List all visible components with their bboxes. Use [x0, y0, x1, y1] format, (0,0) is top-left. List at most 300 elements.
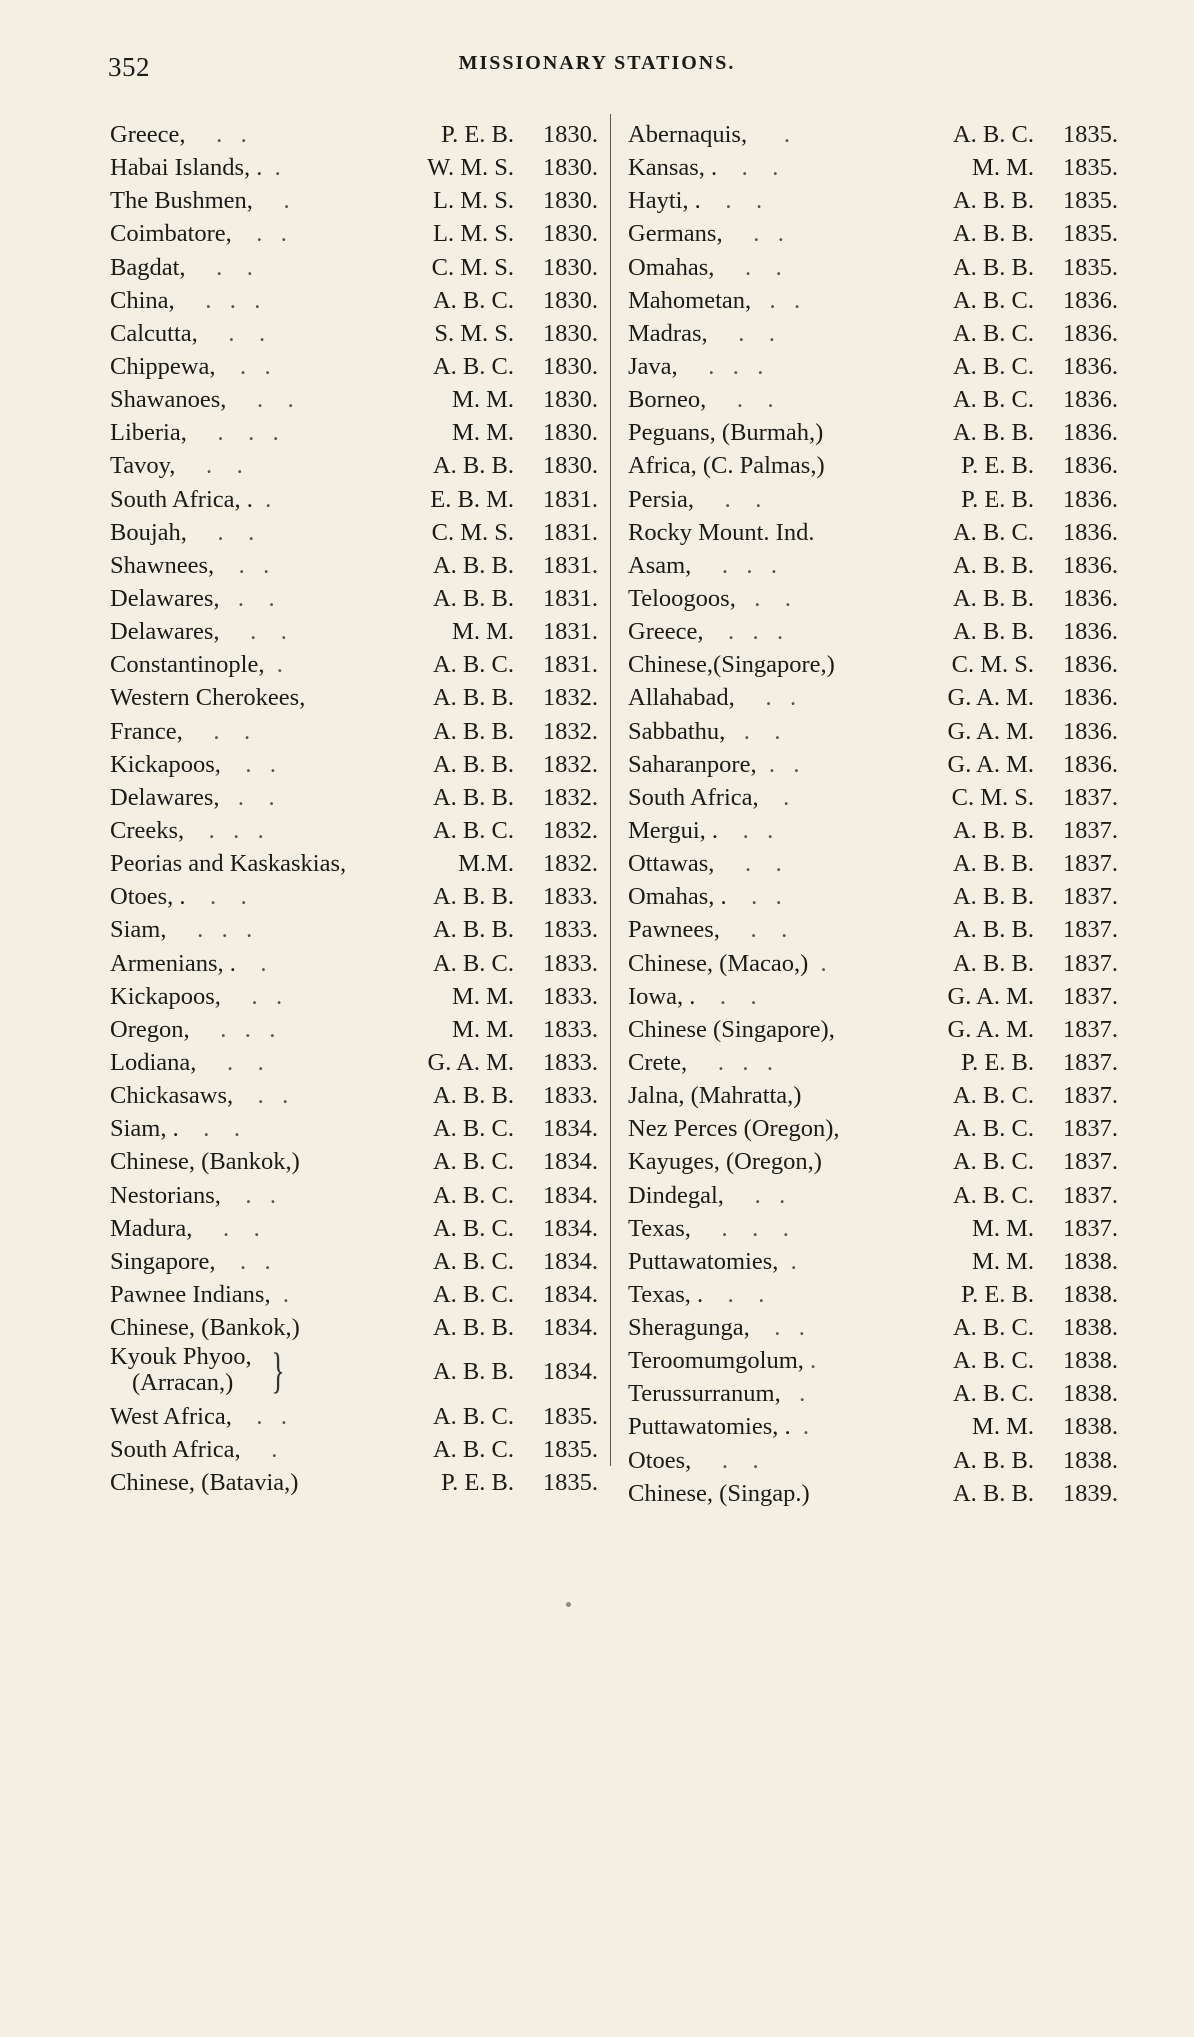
station-entry: [628, 1477, 1118, 1510]
station-entry: [628, 748, 1118, 781]
column-divider: [610, 114, 611, 1466]
society-abbrev: A. B. B.: [952, 816, 1034, 844]
year: 1837.: [1062, 883, 1118, 911]
station-entry: [628, 1311, 1118, 1344]
society-abbrev: M. M.: [452, 982, 514, 1010]
station-name: Singapore,: [110, 1247, 216, 1275]
year: 1835.: [1062, 154, 1118, 182]
station-name-cell: [628, 284, 953, 317]
station-entry: [628, 1112, 1118, 1145]
station-name-cell: [110, 350, 433, 383]
society-abbrev: G. A. M.: [947, 982, 1034, 1010]
society-abbrev: A. B. C.: [952, 386, 1034, 414]
society-abbrev: A. B. C.: [952, 286, 1034, 314]
year: 1832.: [542, 783, 598, 811]
station-name: Jalna, (Mahratta,): [628, 1082, 802, 1110]
station-name-cell: [628, 781, 952, 814]
year: 1836.: [1062, 286, 1118, 314]
station-name: Abernaquis,: [628, 121, 748, 148]
year: 1830.: [542, 319, 598, 347]
leader-dots: . .: [220, 1181, 277, 1209]
station-name-cell: [628, 1477, 953, 1510]
year: 1836.: [1062, 319, 1118, 347]
leader-dots: . .: [214, 551, 270, 579]
year: 1835.: [1062, 121, 1118, 148]
leader-dots: . .: [219, 584, 275, 612]
leader-dots: . .: [220, 750, 277, 778]
station-name-cell: [628, 184, 953, 217]
leader-dots: .: [262, 154, 281, 182]
society-abbrev: P. E. B.: [441, 1469, 514, 1497]
year: 1835.: [1062, 253, 1118, 281]
year: 1833.: [542, 883, 598, 911]
leader-dots: .: [252, 187, 290, 215]
year: 1837.: [1062, 1181, 1118, 1209]
leader-dots: . .: [233, 1082, 289, 1110]
station-entry: [628, 516, 1118, 549]
station-entry: [628, 416, 1118, 449]
society-abbrev: A. B. C.: [952, 1148, 1034, 1176]
year: 1830.: [542, 419, 598, 447]
station-name: Sheragunga,: [628, 1314, 750, 1342]
leader-dots: . .: [695, 982, 757, 1010]
station-entry: [110, 582, 598, 615]
station-name: Liberia,: [110, 419, 187, 447]
leader-dots: . .: [725, 717, 781, 745]
station-name-cell: [110, 1145, 433, 1178]
leader-dots: . .: [185, 253, 253, 281]
leader-dots: .: [235, 949, 267, 977]
year: 1833.: [542, 1048, 598, 1076]
leader-dots: . .: [231, 220, 287, 248]
station-name-cell: [110, 416, 452, 449]
station-entry: [110, 615, 598, 648]
station-name: Madura,: [110, 1214, 193, 1242]
station-name: Chickasaws,: [110, 1082, 234, 1110]
leader-dots: . .: [700, 187, 763, 215]
leader-dots: .: [778, 1247, 797, 1275]
station-entry: [628, 814, 1118, 847]
society-abbrev: P. E. B.: [961, 452, 1034, 480]
society-abbrev: A. B. C.: [952, 1115, 1034, 1143]
leader-dots: . .: [706, 386, 774, 414]
society-abbrev: A. B. C.: [432, 1403, 514, 1431]
station-entry: [628, 483, 1118, 516]
year: 1836.: [1062, 717, 1118, 745]
year: 1831.: [542, 651, 598, 679]
station-name: Greece,: [628, 618, 704, 646]
station-entry: [110, 681, 598, 714]
station-entry: [110, 1212, 598, 1245]
society-abbrev: A. B. B.: [432, 452, 514, 480]
station-name: Siam, .: [110, 1115, 179, 1143]
society-abbrev: A. B. C.: [432, 651, 514, 679]
leader-dots: . .: [714, 850, 782, 878]
year: 1837.: [1062, 1214, 1118, 1242]
station-name: Western Cherokees,: [110, 684, 306, 712]
station-entry: [628, 1145, 1118, 1178]
leader-dots: .: [808, 949, 827, 977]
year: 1832.: [542, 816, 598, 844]
station-name: Otoes, .: [110, 883, 186, 911]
station-entry: [628, 383, 1118, 416]
station-entry: [110, 1245, 598, 1278]
station-name-cell: [110, 1400, 433, 1433]
station-entry: [110, 814, 598, 847]
station-name: Allahabad,: [628, 684, 735, 712]
society-abbrev: E. B. M.: [430, 485, 514, 513]
station-entry: [110, 317, 598, 350]
station-name-cell: [628, 748, 948, 781]
station-name: South Africa, .: [110, 485, 253, 513]
year: 1834.: [542, 1115, 598, 1143]
year: 1836.: [1062, 618, 1118, 646]
leader-dots: . . .: [690, 1214, 789, 1242]
society-abbrev: A. B. B.: [432, 750, 514, 778]
society-abbrev: M. M.: [452, 419, 514, 447]
year: 1837.: [1062, 1148, 1118, 1176]
leader-dots: . .: [735, 584, 791, 612]
leader-dots: .: [790, 1413, 810, 1441]
year: 1833.: [542, 1015, 598, 1043]
station-entry: [110, 1013, 598, 1046]
station-name: Pawnee Indians,: [110, 1280, 271, 1308]
station-name: Delawares,: [110, 584, 220, 612]
station-name: Java,: [628, 352, 678, 380]
year: 1832.: [542, 684, 598, 712]
station-name-cell: [110, 251, 432, 284]
society-abbrev: L. M. S.: [432, 187, 514, 215]
leader-dots: . .: [694, 485, 762, 513]
year: 1836.: [1062, 485, 1118, 513]
leader-dots: . . .: [184, 816, 264, 844]
year: 1837.: [1062, 783, 1118, 811]
station-name: Greece,: [110, 121, 186, 148]
society-abbrev: A. B. C.: [952, 1380, 1034, 1408]
year: 1833.: [542, 982, 598, 1010]
station-name-cell: [628, 383, 953, 416]
station-name-cell: [628, 151, 972, 184]
station-entry: [628, 284, 1118, 317]
society-abbrev: A. B. C.: [432, 286, 514, 314]
station-name-cell: [110, 1046, 428, 1079]
year: 1835.: [542, 1403, 598, 1431]
year: 1836.: [1062, 551, 1118, 579]
society-abbrev: A. B. B.: [952, 187, 1034, 215]
station-entry: [110, 1344, 598, 1400]
leader-dots: . .: [185, 121, 247, 148]
station-entry: [110, 1145, 598, 1178]
station-entry: [110, 184, 598, 217]
year: 1836.: [1062, 352, 1118, 380]
station-entry: [628, 449, 1118, 482]
station-name-cell: [628, 449, 961, 482]
station-name: France,: [110, 717, 183, 745]
society-abbrev: A. B. B.: [952, 949, 1034, 977]
station-name: Calcutta,: [110, 319, 198, 347]
year: 1839.: [1062, 1479, 1118, 1507]
station-entry: [110, 284, 598, 317]
leader-dots: .: [803, 1347, 817, 1375]
station-entry: [110, 217, 598, 250]
station-name-cell: [628, 251, 953, 284]
station-name-cell: [628, 118, 953, 151]
year: 1835.: [1062, 220, 1118, 248]
year: 1832.: [542, 750, 598, 778]
station-name-cell: [110, 1212, 433, 1245]
station-name-cell: [110, 980, 452, 1013]
brace-mark: }: [270, 1342, 285, 1399]
year: 1836.: [1062, 386, 1118, 414]
station-entry: [628, 1212, 1118, 1245]
year: 1830.: [542, 154, 598, 182]
station-name: Delawares,: [110, 783, 220, 811]
station-entry: [110, 1278, 598, 1311]
year: 1837.: [1062, 949, 1118, 977]
leader-dots: . .: [185, 883, 247, 911]
society-abbrev: A. B. B.: [432, 883, 514, 911]
year: 1837.: [1062, 1015, 1118, 1043]
leader-dots: . . .: [189, 1015, 276, 1043]
station-name-cell: [628, 1046, 961, 1079]
society-abbrev: P. E. B.: [441, 121, 514, 148]
station-name-cell: [628, 1377, 953, 1410]
station-name-cell: [110, 1013, 452, 1046]
station-name-cell: [110, 947, 433, 980]
society-abbrev: S. M. S.: [434, 319, 514, 347]
station-name-cell: [110, 1245, 433, 1278]
station-name: Africa, (C. Palmas,): [628, 452, 825, 480]
leader-dots: . .: [726, 883, 782, 911]
society-abbrev: A. B. C.: [952, 319, 1034, 347]
society-abbrev: A. B. C.: [952, 1181, 1034, 1209]
station-name-cell: [628, 648, 952, 681]
station-name-cell: [110, 1433, 433, 1466]
society-abbrev: A. B. C.: [432, 1214, 514, 1242]
leader-dots: .: [780, 1380, 806, 1408]
year: 1836.: [1062, 452, 1118, 480]
society-abbrev: C. M. S.: [431, 518, 514, 546]
society-abbrev: G. A. M.: [947, 717, 1034, 745]
station-entry: [110, 151, 598, 184]
station-name: Chinese (Singapore),: [628, 1015, 835, 1043]
year: 1834.: [542, 1314, 598, 1342]
station-entry: [628, 118, 1118, 151]
station-name-cell: [628, 1145, 953, 1178]
station-entry: [110, 118, 598, 151]
society-abbrev: M. M.: [972, 154, 1034, 182]
station-name: Habai Islands, .: [110, 154, 263, 182]
year: 1834.: [542, 1181, 598, 1209]
station-name: Germans,: [628, 220, 723, 248]
society-abbrev: A. B. C.: [432, 1115, 514, 1143]
leader-dots: .: [252, 485, 272, 513]
station-name: Oregon,: [110, 1015, 190, 1043]
leader-dots: . .: [723, 1181, 786, 1209]
station-name: Madras,: [628, 319, 708, 347]
station-name: Chinese, (Singap.): [628, 1479, 810, 1507]
station-entry: [628, 781, 1118, 814]
station-name: Chippewa,: [110, 352, 216, 380]
station-entry: [628, 648, 1118, 681]
station-entry: [110, 880, 598, 913]
station-name: Kyouk Phyoo,: [110, 1343, 252, 1371]
station-entry: [110, 1433, 598, 1466]
station-name-cell: [628, 483, 961, 516]
station-name: Omahas,: [628, 253, 715, 281]
station-name: Kickapoos,: [110, 982, 221, 1010]
year: 1838.: [1062, 1347, 1118, 1375]
station-name-cell: [628, 1410, 972, 1443]
station-name-cell: [628, 1013, 948, 1046]
station-name: Texas,: [628, 1214, 691, 1242]
leader-dots: . .: [219, 618, 287, 646]
society-abbrev: A. B. C.: [432, 816, 514, 844]
year: 1833.: [542, 916, 598, 944]
station-entry: [628, 1344, 1118, 1377]
society-abbrev: M. M.: [452, 1015, 514, 1043]
society-abbrev: A. B. B.: [432, 684, 514, 712]
society-abbrev: A. B. C.: [952, 518, 1034, 546]
society-abbrev: M. M.: [452, 386, 514, 414]
station-name-cell: [628, 317, 953, 350]
leader-dots: . .: [226, 386, 294, 414]
leader-dots: . .: [756, 750, 800, 778]
society-abbrev: A. B. C.: [432, 1181, 514, 1209]
leader-dots: . .: [703, 1280, 765, 1308]
station-name-cell: [110, 118, 441, 151]
station-name: Coimbatore,: [110, 220, 232, 248]
society-abbrev: A. B. B.: [432, 1314, 514, 1342]
year: 1838.: [1062, 1413, 1118, 1441]
leader-dots: . .: [751, 286, 801, 314]
station-entry: [628, 582, 1118, 615]
station-name: Chinese, (Bankok,): [110, 1148, 300, 1176]
station-entry: [628, 681, 1118, 714]
station-name-cell: [110, 549, 433, 582]
station-name: Iowa, .: [628, 982, 696, 1010]
society-abbrev: A. B. B.: [432, 916, 514, 944]
society-abbrev: A. B. C.: [952, 121, 1034, 148]
station-entry: [110, 1046, 598, 1079]
leader-dots: . .: [196, 1048, 264, 1076]
society-abbrev: A. B. C.: [432, 1280, 514, 1308]
society-abbrev: A. B. B.: [952, 618, 1034, 646]
station-name: Otoes,: [628, 1446, 692, 1474]
station-entry: [628, 1377, 1118, 1410]
year: 1836.: [1062, 584, 1118, 612]
year: 1830.: [542, 121, 598, 148]
station-name-cell: [110, 483, 430, 516]
station-entry: [628, 1179, 1118, 1212]
station-name: Shawnees,: [110, 551, 215, 579]
year: 1834.: [542, 1247, 598, 1275]
station-name-cell: [110, 516, 432, 549]
station-entry: [628, 880, 1118, 913]
station-entry: [628, 947, 1118, 980]
station-name-cell: [110, 151, 427, 184]
station-name-cell: [628, 913, 953, 946]
society-abbrev: G. A. M.: [947, 1015, 1034, 1043]
society-abbrev: P. E. B.: [961, 1048, 1034, 1076]
station-name-cell: [628, 516, 953, 549]
leader-dots: . .: [719, 916, 788, 944]
leader-dots: . .: [722, 220, 784, 248]
station-name-cell: [110, 217, 433, 250]
station-name: Chinese,(Singapore,): [628, 651, 835, 679]
station-name: Puttawatomies, .: [628, 1413, 791, 1441]
leader-dots: . .: [197, 319, 266, 347]
leader-dots: . . .: [174, 286, 261, 314]
year: 1837.: [1062, 816, 1118, 844]
society-abbrev: C. M. S.: [951, 651, 1034, 679]
leader-dots: . . .: [691, 551, 778, 579]
station-entry: [110, 549, 598, 582]
right-column: [628, 118, 1118, 1510]
leader-dots: . .: [718, 816, 774, 844]
leader-dots: .: [747, 121, 790, 148]
station-name: Mergui, .: [628, 816, 719, 844]
station-name: West Africa,: [110, 1403, 232, 1431]
year: 1835.: [1062, 187, 1118, 215]
year: 1838.: [1062, 1247, 1118, 1275]
station-name: China,: [110, 286, 175, 314]
station-entry: [628, 1013, 1118, 1046]
leader-dots: . .: [717, 154, 779, 182]
year: 1837.: [1062, 1048, 1118, 1076]
year: 1831.: [542, 485, 598, 513]
year: 1834.: [542, 1358, 598, 1386]
year: 1833.: [542, 1082, 598, 1110]
station-name: Crete,: [628, 1048, 688, 1076]
station-entry: [628, 847, 1118, 880]
station-name: Delawares,: [110, 618, 220, 646]
station-name: Saharanpore,: [628, 750, 757, 778]
year: 1837.: [1062, 916, 1118, 944]
station-name: Nez Perces (Oregon),: [628, 1115, 840, 1143]
year: 1830.: [542, 386, 598, 414]
station-name: Texas, .: [628, 1280, 704, 1308]
society-abbrev: A. B. C.: [432, 1436, 514, 1464]
society-abbrev: P. E. B.: [961, 1280, 1034, 1308]
station-name-cell: [110, 1311, 433, 1344]
station-name: South Africa,: [628, 783, 759, 811]
year: 1838.: [1062, 1380, 1118, 1408]
station-entry: [628, 980, 1118, 1013]
station-entry: [628, 615, 1118, 648]
society-abbrev: A. B. B.: [952, 584, 1034, 612]
station-entry: [110, 383, 598, 416]
station-name-cell: [110, 1278, 433, 1311]
society-abbrev: A. B. C.: [952, 1082, 1034, 1110]
year: 1836.: [1062, 419, 1118, 447]
year: 1837.: [1062, 1115, 1118, 1143]
station-name: Borneo,: [628, 386, 707, 414]
station-name-cell: [110, 1179, 433, 1212]
society-abbrev: A. B. C.: [432, 1148, 514, 1176]
year: 1830.: [542, 352, 598, 380]
station-name-cell: [628, 350, 953, 383]
society-abbrev: L. M. S.: [432, 220, 514, 248]
station-name-lines: [110, 1344, 252, 1396]
station-entry: [110, 1112, 598, 1145]
society-abbrev: A. B. C.: [432, 352, 514, 380]
station-entry: [628, 1245, 1118, 1278]
station-entry: [110, 1079, 598, 1112]
year: 1830.: [542, 253, 598, 281]
year: 1836.: [1062, 651, 1118, 679]
society-abbrev: A. B. B.: [952, 253, 1034, 281]
